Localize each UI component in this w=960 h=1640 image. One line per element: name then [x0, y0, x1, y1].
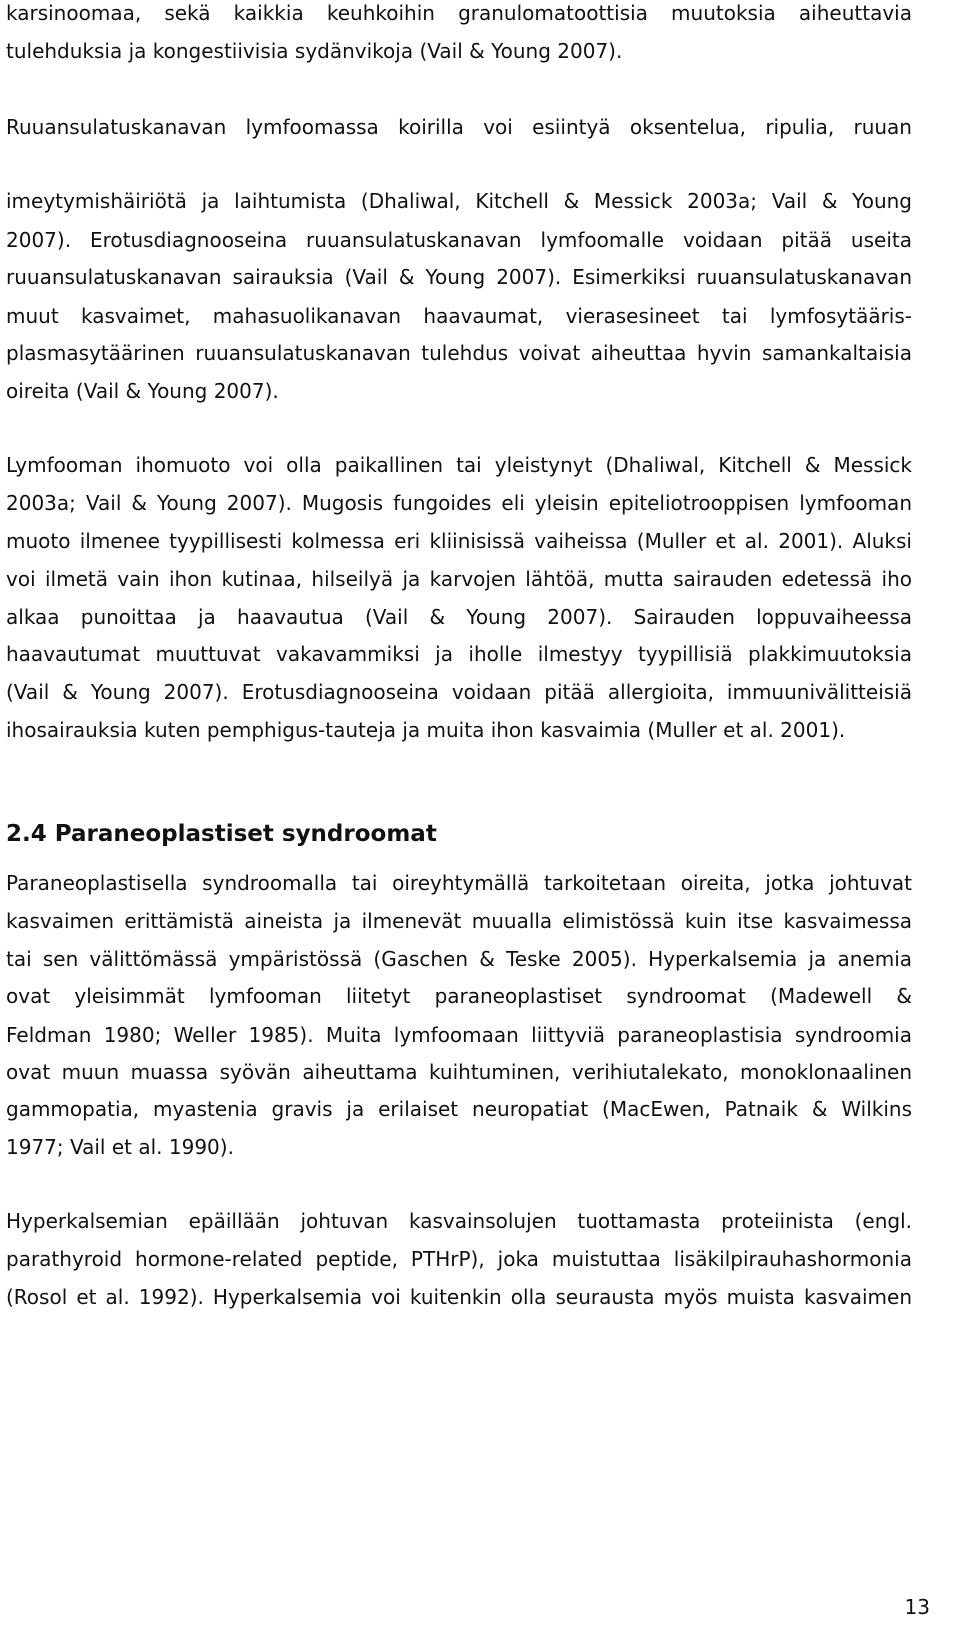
paragraph-2-line-4: ruuansulatuskanavan sairauksia (Vail & Young 2007). Esimerkiksi ruuansulatuskanavan — [6, 265, 912, 289]
paragraph-3-line-6: haavautumat muuttuvat vakavammiksi ja iholle ilmestyy tyypillisiä plakkimuutoksia — [6, 642, 912, 666]
section-paragraph-1-line-4: ovat yleisimmät lymfooman liitetyt paraneoplastiset syndroomat (Madewell & — [6, 984, 912, 1008]
section-paragraph-1-line-2: kasvaimen erittämistä aineista ja ilmenevät muualla elimistössä kuin itse kasvaimessa — [6, 909, 912, 933]
paragraph-1-line-1: karsinoomaa, sekä kaikkia keuhkoihin granulomatoottisia muutoksia aiheuttavia — [6, 1, 912, 25]
paragraph-3-line-4: voi ilmetä vain ihon kutinaa, hilseilyä ja karvojen lähtöä, mutta sairauden edetessä iho — [6, 567, 912, 591]
paragraph-3-line-5: alkaa punoittaa ja haavautua (Vail & Young 2007). Sairauden loppuvaiheessa — [6, 605, 912, 629]
paragraph-2-line-2: imeytymishäiriötä ja laihtumista (Dhaliwal, Kitchell & Messick 2003a; Vail & Young — [6, 189, 912, 213]
paragraph-3-line-2: 2003a; Vail & Young 2007). Mugosis fungoides eli yleisin epiteliotrooppisen lymfooman — [6, 491, 912, 515]
paragraph-3-line-1: Lymfooman ihomuoto voi olla paikallinen tai yleistynyt (Dhaliwal, Kitchell & Messick — [6, 453, 912, 477]
section-paragraph-1-line-5: Feldman 1980; Weller 1985). Muita lymfoomaan liittyviä paraneoplastisia syndroomia — [6, 1023, 912, 1047]
paragraph-2-line-7: oireita (Vail & Young 2007). — [6, 379, 279, 403]
section-paragraph-2-line-2: parathyroid hormone-related peptide, PTHrP), joka muistuttaa lisäkilpirauhashormonia — [6, 1247, 912, 1271]
paragraph-2-line-3: 2007). Erotusdiagnooseina ruuansulatuskanavan lymfoomalle voidaan pitää useita — [6, 228, 912, 252]
section-paragraph-2-line-3: (Rosol et al. 1992). Hyperkalsemia voi kuitenkin olla seurausta myös muista kasvaimen — [6, 1285, 912, 1309]
paragraph-3-line-3: muoto ilmenee tyypillisesti kolmessa eri kliinisissä vaiheissa (Muller et al. 2001). Aluksi — [6, 529, 912, 553]
section-paragraph-1-line-7: gammopatia, myastenia gravis ja erilaiset neuropatiat (MacEwen, Patnaik & Wilkins — [6, 1097, 912, 1121]
paragraph-2-line-5: muut kasvaimet, mahasuolikanavan haavaumat, vierasesineet tai lymfosytääris- — [6, 304, 912, 328]
paragraph-1-line-2: tulehduksia ja kongestiivisia sydänvikoja (Vail & Young 2007). — [6, 39, 623, 63]
paragraph-3-line-8: ihosairauksia kuten pemphigus-tauteja ja muita ihon kasvaimia (Muller et al. 2001). — [6, 718, 846, 742]
section-paragraph-1-line-1: Paraneoplastisella syndroomalla tai oireyhtymällä tarkoitetaan oireita, jotka johtuvat — [6, 871, 912, 895]
section-heading: 2.4 Paraneoplastiset syndroomat — [6, 821, 437, 847]
paragraph-3-line-7: (Vail & Young 2007). Erotusdiagnooseina voidaan pitää allergioita, immuunivälitteisiä — [6, 680, 912, 704]
paragraph-2-line-6: plasmasytäärinen ruuansulatuskanavan tulehdus voivat aiheuttaa hyvin samankaltaisia — [6, 341, 912, 365]
section-paragraph-2-line-1: Hyperkalsemian epäillään johtuvan kasvainsolujen tuottamasta proteiinista (engl. — [6, 1209, 912, 1233]
paragraph-2-line-1: Ruuansulatuskanavan lymfoomassa koirilla voi esiintyä oksentelua, ripulia, ruuan — [6, 115, 912, 139]
page-number: 13 — [904, 1595, 930, 1619]
section-paragraph-1-line-8: 1977; Vail et al. 1990). — [6, 1135, 234, 1159]
section-paragraph-1-line-3: tai sen välittömässä ympäristössä (Gaschen & Teske 2005). Hyperkalsemia ja anemia — [6, 947, 912, 971]
section-paragraph-1-line-6: ovat muun muassa syövän aiheuttama kuihtuminen, verihiutalekato, monoklonaalinen — [6, 1060, 912, 1084]
